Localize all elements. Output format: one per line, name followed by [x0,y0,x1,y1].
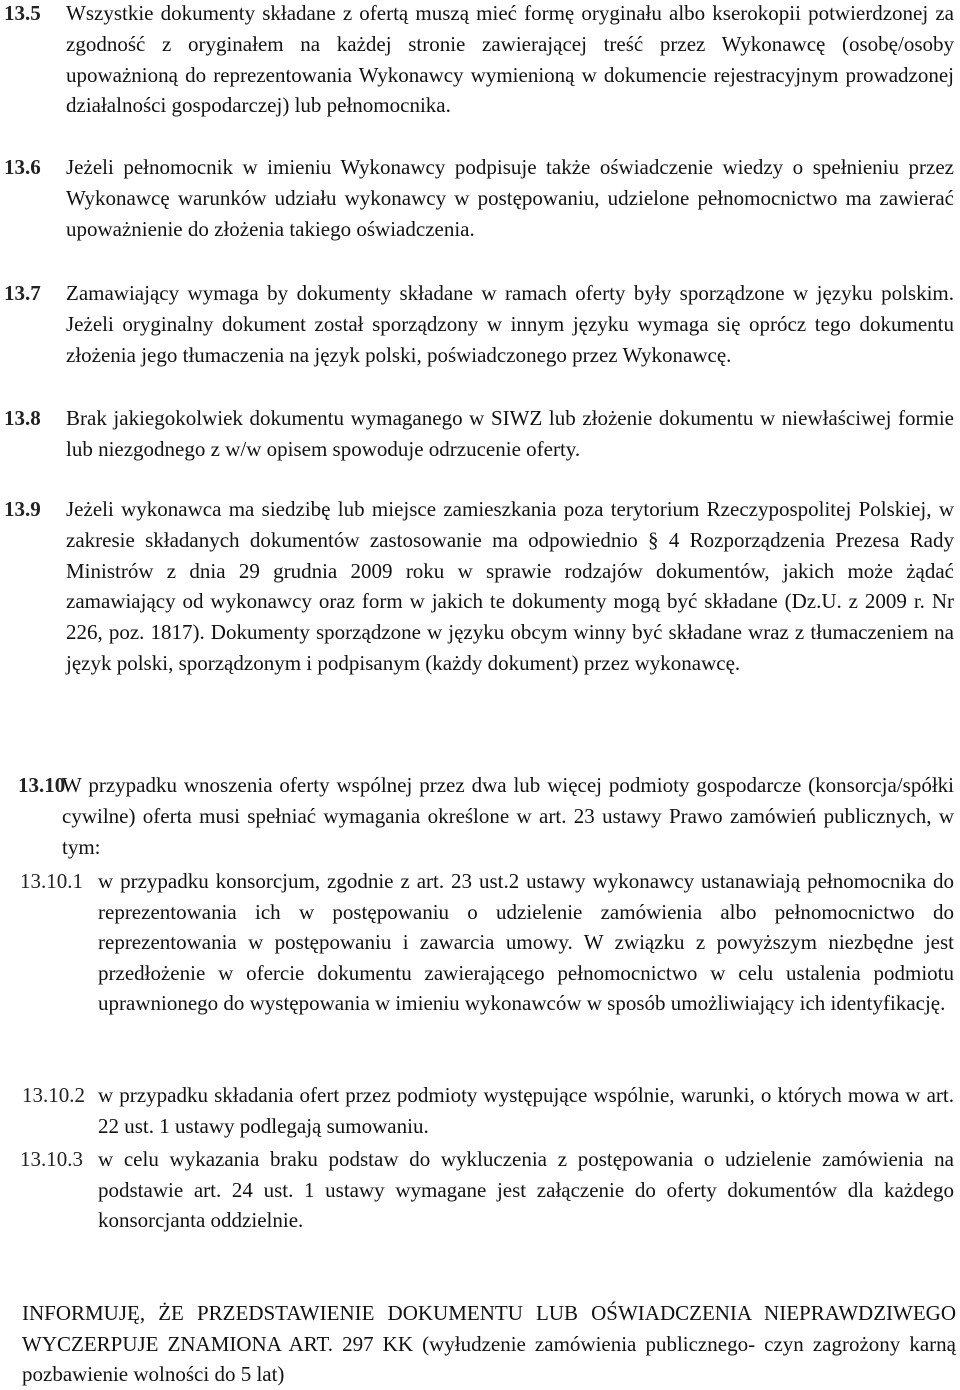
subsection-13-10-1 [20,866,954,1019]
section-13-7 [4,278,954,370]
section-text: Jeżeli wykonawca ma siedzibę lub miejsce zamieszkania poza terytorium Rzeczypospolitej Polskiej, w zakresie składanych dokumentów zastosowanie ma odpowiednio § 4 Rozporządzenia Prezesa Rady Ministrów z dnia 29 grudnia 2009 roku w sprawie rodzajów dokumentów, jakich może żądać zamawiający od wykonawcy oraz form w jakich te dokumenty mogą być składane (Dz.U. z 2009 r. Nr 226, poz. 1817). Dokumenty sporządzone w języku obcym winny być składane wraz z tłumaczeniem na język polski, sporządzonym i podpisanym (każdy dokument) przez wykonawcę. [66,497,954,675]
section-text: Zamawiający wymaga by dokumenty składane w ramach oferty były sporządzone w języku polskim. Jeżeli oryginalny dokument został sporządzony w innym języku wymaga się oprócz tego dokumentu złożenia jego tłumaczenia na język polski, poświadczonego przez Wykonawcę. [66,281,954,367]
subsection-text: w przypadku konsorcjum, zgodnie z art. 23 ust.2 ustawy wykonawcy ustanawiają pełnomocnika do reprezentowania ich w postępowaniu o udzielenie zamówienia albo pełnomocnictwo do reprezentowania w postępowaniu i zawarcia umowy. W związku z powyższym niezbędne jest przedłożenie w ofercie dokumentu zawierającego pełnomocnictwo w celu ustalenia podmiotu uprawnionego do występowania w imieniu wykonawców w sposób umożliwiający ich identyfikację. [98,869,954,1016]
section-13-8 [4,403,954,465]
section-number: 13.5 [4,1,41,25]
legal-notice: INFORMUJĘ, ŻE PRZEDSTAWIENIE DOKUMENTU LUB OŚWIADCZENIA NIEPRAWDZIWEGO WYCZERPUJE ZNAMIONA ART. 297 KK (wyłudzenie zamówienia publicznego- czyn zagrożony karną pozbawienie wolności do 5 lat) [22,1301,956,1386]
subsection-number: 13.10.1 [20,869,83,893]
section-number: 13.8 [4,406,41,430]
subsection-number: 13.10.2 [22,1083,85,1107]
section-text: Jeżeli pełnomocnik w imieniu Wykonawcy podpisuje także oświadczenie wiedzy o spełnieniu przez Wykonawcę warunków udziału wykonawcy w postępowaniu, udzielone pełnomocnictwo ma zawierać upoważnienie do złożenia takiego oświadczenia. [66,155,954,241]
section-13-9 [4,494,954,679]
section-13-5 [4,0,954,121]
section-13-10 [18,770,954,862]
subsection-13-10-2 [22,1080,954,1141]
subsection-text: w przypadku składania ofert przez podmioty występujące wspólnie, warunki, o których mowa w art. 22 ust. 1 ustawy podlegają sumowaniu. [98,1083,954,1138]
section-text: W przypadku wnoszenia oferty wspólnej przez dwa lub więcej podmioty gospodarcze (konsorcja/spółki cywilne) oferta musi spełniać wymagania określone w art. 23 ustawy Prawo zamówień publicznych, w tym: [62,773,954,859]
section-13-6 [4,152,954,244]
subsection-13-10-3 [20,1144,954,1236]
section-number: 13.10 [18,773,66,797]
section-number: 13.6 [4,155,41,179]
subsection-number: 13.10.3 [20,1147,83,1171]
section-text: Wszystkie dokumenty składane z ofertą muszą mieć formę oryginału albo kserokopii potwierdzonej za zgodność z oryginałem na każdej stronie zawierającej treść przez Wykonawcę (osobę/osoby upoważnioną do reprezentowania Wykonawcy wymienioną w dokumencie rejestracyjnym prowadzonej działalności gospodarczej) lub pełnomocnika. [66,1,954,118]
section-number: 13.7 [4,281,41,305]
subsection-text: w celu wykazania braku podstaw do wykluczenia z postępowania o udzielenie zamówienia na podstawie art. 24 ust. 1 ustawy wymagane jest załączenie do oferty dokumentów dla każdego konsorcjanta oddzielnie. [98,1147,954,1233]
section-number: 13.9 [4,497,41,521]
section-text: Brak jakiegokolwiek dokumentu wymaganego w SIWZ lub złożenie dokumentu w niewłaściwej formie lub niezgodnego z w/w opisem spowoduje odrzucenie oferty. [66,406,954,461]
